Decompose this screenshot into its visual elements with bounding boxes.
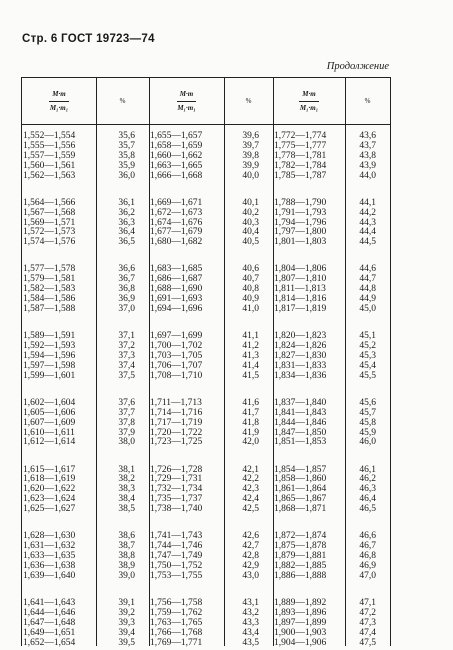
percent-cell: 40,1 [242, 197, 259, 208]
percent-cell: 38,4 [118, 494, 135, 505]
ratio-fraction [177, 91, 196, 112]
percent-cell: 39,1 [118, 597, 135, 608]
percent-cell: 46,9 [359, 560, 376, 571]
percent-cell: 46,3 [359, 484, 376, 495]
range-cell: 1,775—1,777 [274, 140, 327, 151]
ratio-header [149, 78, 224, 124]
range-cell: 1,889—1,892 [274, 597, 327, 608]
range-cell: 1,663—1,665 [150, 160, 203, 171]
percent-cell: 36,1 [118, 197, 135, 208]
percent-cell: 38,6 [118, 531, 135, 542]
percent-cell: 41,0 [242, 304, 259, 314]
range-cell: 1,759—1,762 [150, 607, 203, 618]
range-cell: 1,579—1,581 [23, 274, 76, 285]
range-cell: 1,686—1,687 [150, 274, 203, 285]
percent-cell: 44,2 [359, 207, 376, 218]
percent-cell: 43,4 [242, 627, 259, 638]
percent-cell: 36,5 [118, 237, 135, 248]
range-cell: 1,672—1,673 [150, 207, 203, 218]
percent-cell: 38,9 [118, 560, 135, 571]
range-cell: 1,618—1,619 [23, 474, 76, 485]
percent-cell: 36,2 [118, 207, 135, 218]
column-rule [345, 78, 346, 646]
range-cell: 1,644—1,646 [23, 607, 76, 618]
percent-cell: 38,8 [118, 551, 135, 561]
percent-cell: 44,3 [359, 217, 376, 228]
range-cell: 1,837—1,840 [274, 397, 327, 408]
range-cell: 1,691—1,693 [150, 294, 203, 305]
range-cell: 1,631—1,632 [23, 541, 76, 552]
percent-cell: 41,8 [242, 417, 259, 428]
range-cell: 1,677—1,679 [150, 227, 203, 238]
range-cell: 1,900—1,903 [274, 627, 327, 638]
percent-cell: 40,8 [242, 284, 259, 295]
percent-cell: 39,0 [118, 570, 135, 581]
percent-cell: 42,9 [242, 560, 259, 571]
range-cell: 1,625—1,627 [23, 504, 76, 515]
percent-cell: 42,7 [242, 541, 259, 552]
range-cell: 1,688—1,690 [150, 284, 203, 295]
percent-cell: 38,5 [118, 504, 135, 515]
percent-cell: 47,2 [359, 607, 376, 618]
range-cell: 1,594—1,596 [23, 350, 76, 361]
range-cell: 1,647—1,648 [23, 617, 76, 628]
percent-cell: 41,9 [242, 427, 259, 438]
range-cell: 1,750—1,752 [150, 560, 203, 571]
percent-cell: 35,6 [118, 131, 135, 141]
range-cell: 1,785—1,787 [274, 170, 327, 181]
percent-header: % [364, 97, 371, 105]
range-cell: 1,879—1,881 [274, 551, 327, 561]
percent-cell: 37,9 [118, 427, 135, 438]
range-cell: 1,847—1,850 [274, 427, 327, 438]
percent-cell: 42,1 [242, 464, 259, 475]
range-cell: 1,720—1,722 [150, 427, 203, 438]
percent-cell: 42,2 [242, 474, 259, 485]
range-cell: 1,615—1,617 [23, 464, 76, 475]
percent-cell: 38,0 [118, 437, 135, 448]
percent-cell: 36,4 [118, 227, 135, 238]
percent-cell: 36,3 [118, 217, 135, 228]
percent-cell: 37,4 [118, 360, 135, 371]
percent-cell: 44,9 [359, 294, 376, 305]
range-cell: 1,854—1,857 [274, 464, 327, 475]
range-cell: 1,714—1,716 [150, 407, 203, 418]
range-cell: 1,680—1,682 [150, 237, 203, 248]
range-cell: 1,851—1,853 [274, 437, 327, 448]
percent-cell: 45,9 [359, 427, 376, 438]
range-cell: 1,612—1,614 [23, 437, 76, 448]
range-cell: 1,674—1,676 [150, 217, 203, 228]
range-cell: 1,610—1,611 [23, 427, 75, 438]
percent-cell: 43,7 [359, 140, 376, 151]
range-cell: 1,582—1,583 [23, 284, 76, 295]
range-cell: 1,753—1,755 [150, 570, 203, 581]
range-cell: 1,587—1,588 [23, 304, 76, 314]
range-cell: 1,814—1,816 [274, 294, 327, 305]
percent-cell: 42,8 [242, 551, 259, 561]
percent-cell: 35,8 [118, 150, 135, 161]
range-cell: 1,824—1,826 [274, 341, 327, 351]
percent-cell: 45,5 [359, 370, 376, 381]
percent-cell: 37,3 [118, 350, 135, 361]
range-cell: 1,811—1,813 [274, 284, 326, 295]
percent-cell: 41,3 [242, 350, 259, 361]
percent-cell: 44,7 [359, 274, 376, 285]
header-rule [22, 124, 390, 125]
range-cell: 1,562—1,563 [23, 170, 76, 181]
percent-cell: 40,4 [242, 227, 259, 238]
percent-cell: 40,6 [242, 264, 259, 275]
range-cell: 1,655—1,657 [150, 131, 203, 141]
range-cell: 1,763—1,765 [150, 617, 203, 628]
ratio-denominator: M₁·m₁ [177, 103, 196, 112]
data-table [21, 77, 391, 646]
range-cell: 1,660—1,662 [150, 150, 203, 161]
percent-cell: 46,1 [359, 464, 376, 475]
percent-cell: 39,2 [118, 607, 135, 618]
percent-cell: 41,1 [242, 331, 259, 342]
percent-cell: 37,0 [118, 304, 135, 314]
percent-cell: 36,0 [118, 170, 135, 181]
range-cell: 1,827—1,830 [274, 350, 327, 361]
range-cell: 1,605—1,606 [23, 407, 76, 418]
range-cell: 1,666—1,668 [150, 170, 203, 181]
range-cell: 1,703—1,705 [150, 350, 203, 361]
ratio-numerator: M·m [49, 91, 68, 102]
ratio-header [22, 78, 96, 124]
percent-cell: 41,2 [242, 341, 259, 351]
percent-cell: 38,3 [118, 484, 135, 495]
range-cell: 1,602—1,604 [23, 397, 76, 408]
range-cell: 1,782—1,784 [274, 160, 327, 171]
range-cell: 1,569—1,571 [23, 217, 76, 228]
percent-cell: 35,9 [118, 160, 135, 171]
range-cell: 1,756—1,758 [150, 597, 203, 608]
percent-cell: 43,8 [359, 150, 376, 161]
percent-cell: 46,5 [359, 504, 376, 515]
continuation-label: Продолжение [326, 61, 389, 72]
range-cell: 1,584—1,586 [23, 294, 76, 305]
range-cell: 1,741—1,743 [150, 531, 203, 542]
percent-cell: 46,8 [359, 551, 376, 561]
range-cell: 1,697—1,699 [150, 331, 203, 342]
range-cell: 1,841—1,843 [274, 407, 327, 418]
percent-cell: 44,8 [359, 284, 376, 295]
range-cell: 1,766—1,768 [150, 627, 203, 638]
percent-cell: 39,6 [242, 131, 259, 141]
percent-cell: 42,4 [242, 494, 259, 505]
range-cell: 1,831—1,833 [274, 360, 327, 371]
percent-cell: 43,1 [242, 597, 259, 608]
range-cell: 1,744—1,746 [150, 541, 203, 552]
percent-cell: 42,0 [242, 437, 259, 448]
percent-cell: 44,4 [359, 227, 376, 238]
percent-cell: 36,9 [118, 294, 135, 305]
range-cell: 1,574—1,576 [23, 237, 76, 248]
percent-cell: 47,0 [359, 570, 376, 581]
range-cell: 1,683—1,685 [150, 264, 203, 275]
range-cell: 1,729—1,731 [150, 474, 203, 485]
percent-cell: 37,2 [118, 341, 135, 351]
range-cell: 1,886—1,888 [274, 570, 327, 581]
percent-cell: 39,3 [118, 617, 135, 628]
percent-header: % [245, 97, 252, 105]
range-cell: 1,882—1,885 [274, 560, 327, 571]
range-cell: 1,599—1,601 [23, 370, 76, 381]
percent-cell: 42,6 [242, 531, 259, 542]
range-cell: 1,872—1,874 [274, 531, 327, 542]
percent-cell: 43,5 [242, 637, 259, 648]
percent-cell: 41,7 [242, 407, 259, 418]
range-cell: 1,694—1,696 [150, 304, 203, 314]
range-cell: 1,669—1,671 [150, 197, 203, 208]
range-cell: 1,875—1,878 [274, 541, 327, 552]
range-cell: 1,807—1,810 [274, 274, 327, 285]
range-cell: 1,572—1,573 [23, 227, 76, 238]
range-cell: 1,700—1,702 [150, 341, 203, 351]
range-cell: 1,865—1,867 [274, 494, 327, 505]
range-cell: 1,652—1,654 [23, 637, 76, 648]
range-cell: 1,641—1,643 [23, 597, 76, 608]
percent-cell: 45,6 [359, 397, 376, 408]
range-cell: 1,708—1,710 [150, 370, 203, 381]
range-cell: 1,555—1,556 [23, 140, 76, 151]
percent-cell: 41,5 [242, 370, 259, 381]
percent-cell: 38,1 [118, 464, 135, 475]
percent-cell: 40,7 [242, 274, 259, 285]
percent-cell: 37,5 [118, 370, 135, 381]
percent-cell: 40,5 [242, 237, 259, 248]
percent-cell: 43,2 [242, 607, 259, 618]
percent-cell: 40,3 [242, 217, 259, 228]
percent-cell: 42,3 [242, 484, 259, 495]
range-cell: 1,797—1,800 [274, 227, 327, 238]
ratio-fraction [299, 91, 318, 112]
range-cell: 1,607—1,609 [23, 417, 76, 428]
percent-cell: 39,5 [118, 637, 135, 648]
range-cell: 1,723—1,725 [150, 437, 203, 448]
range-cell: 1,738—1,740 [150, 504, 203, 515]
percent-cell: 46,7 [359, 541, 376, 552]
range-cell: 1,788—1,790 [274, 197, 327, 208]
percent-cell: 37,1 [118, 331, 135, 342]
percent-cell: 46,4 [359, 494, 376, 505]
range-cell: 1,769—1,771 [150, 637, 203, 648]
range-cell: 1,717—1,719 [150, 417, 203, 428]
ratio-denominator: M₁·m₁ [49, 103, 69, 112]
percent-cell: 43,9 [359, 160, 376, 171]
range-cell: 1,858—1,860 [274, 474, 327, 485]
percent-cell: 38,2 [118, 474, 135, 485]
ratio-header [273, 78, 345, 124]
column-rule [224, 78, 225, 646]
percent-cell: 36,7 [118, 274, 135, 285]
range-cell: 1,778—1,781 [274, 150, 327, 161]
ratio-fraction [49, 91, 68, 112]
percent-cell: 39,9 [242, 160, 259, 171]
range-cell: 1,820—1,823 [274, 331, 327, 342]
page-header: Стр. 6 ГОСТ 19723—74 [22, 33, 155, 45]
percent-cell: 36,8 [118, 284, 135, 295]
range-cell: 1,732—1,734 [150, 484, 203, 495]
percent-cell: 44,5 [359, 237, 376, 248]
percent-cell: 44,0 [359, 170, 376, 181]
percent-cell: 45,3 [359, 350, 376, 361]
range-cell: 1,628—1,630 [23, 531, 76, 542]
percent-cell: 37,7 [118, 407, 135, 418]
percent-header: % [119, 97, 126, 105]
range-cell: 1,620—1,622 [23, 484, 76, 495]
range-cell: 1,649—1,651 [23, 627, 76, 638]
percent-cell: 43,0 [242, 570, 259, 581]
percent-cell: 39,7 [242, 140, 259, 151]
percent-cell: 41,6 [242, 397, 259, 408]
percent-cell: 38,7 [118, 541, 135, 552]
percent-cell: 35,7 [118, 140, 135, 151]
percent-cell: 45,4 [359, 360, 376, 371]
range-cell: 1,791—1,793 [274, 207, 327, 218]
percent-cell: 44,1 [359, 197, 376, 208]
range-cell: 1,592—1,593 [23, 341, 76, 351]
percent-cell: 43,6 [359, 131, 376, 141]
range-cell: 1,560—1,561 [23, 160, 76, 171]
percent-cell: 42,5 [242, 504, 259, 515]
percent-cell: 40,0 [242, 170, 259, 181]
range-cell: 1,817—1,819 [274, 304, 327, 314]
percent-cell: 46,2 [359, 474, 376, 485]
range-cell: 1,552—1,554 [23, 131, 76, 141]
percent-cell: 47,3 [359, 617, 376, 628]
range-cell: 1,639—1,640 [23, 570, 76, 581]
range-cell: 1,557—1,559 [23, 150, 76, 161]
percent-cell: 36,6 [118, 264, 135, 275]
range-cell: 1,658—1,659 [150, 140, 203, 151]
percent-cell: 37,6 [118, 397, 135, 408]
percent-cell: 45,0 [359, 304, 376, 314]
range-cell: 1,726—1,728 [150, 464, 203, 475]
range-cell: 1,633—1,635 [23, 551, 76, 561]
range-cell: 1,794—1,796 [274, 217, 327, 228]
percent-cell: 40,2 [242, 207, 259, 218]
percent-cell: 47,5 [359, 637, 376, 648]
percent-cell: 47,1 [359, 597, 376, 608]
ratio-denominator: M₁·m₁ [299, 103, 319, 112]
percent-cell: 47,4 [359, 627, 376, 638]
range-cell: 1,711—1,713 [150, 397, 202, 408]
range-cell: 1,623—1,624 [23, 494, 76, 505]
range-cell: 1,904—1,906 [274, 637, 327, 648]
range-cell: 1,868—1,871 [274, 504, 327, 515]
range-cell: 1,861—1,864 [274, 484, 327, 495]
percent-cell: 39,4 [118, 627, 135, 638]
percent-cell: 45,8 [359, 417, 376, 428]
range-cell: 1,577—1,578 [23, 264, 76, 275]
column-rule [96, 78, 97, 646]
range-cell: 1,834—1,836 [274, 370, 327, 381]
percent-cell: 45,7 [359, 407, 376, 418]
range-cell: 1,804—1,806 [274, 264, 327, 275]
percent-cell: 44,6 [359, 264, 376, 275]
percent-cell: 41,4 [242, 360, 259, 371]
ratio-numerator: M·m [177, 91, 196, 102]
range-cell: 1,772—1,774 [274, 131, 327, 141]
percent-cell: 39,8 [242, 150, 259, 161]
range-cell: 1,897—1,899 [274, 617, 327, 628]
range-cell: 1,735—1,737 [150, 494, 203, 505]
range-cell: 1,747—1,749 [150, 551, 203, 561]
range-cell: 1,636—1,638 [23, 560, 76, 571]
range-cell: 1,567—1,568 [23, 207, 76, 218]
percent-cell: 45,2 [359, 341, 376, 351]
range-cell: 1,564—1,566 [23, 197, 76, 208]
range-cell: 1,893—1,896 [274, 607, 327, 618]
range-cell: 1,589—1,591 [23, 331, 76, 342]
range-cell: 1,801—1,803 [274, 237, 327, 248]
percent-cell: 43,3 [242, 617, 259, 628]
percent-cell: 46,0 [359, 437, 376, 448]
ratio-numerator: M·m [299, 91, 318, 102]
percent-cell: 37,8 [118, 417, 135, 428]
percent-cell: 45,1 [359, 331, 376, 342]
percent-cell: 46,6 [359, 531, 376, 542]
percent-cell: 40,9 [242, 294, 259, 305]
range-cell: 1,597—1,598 [23, 360, 76, 371]
range-cell: 1,844—1,846 [274, 417, 327, 428]
range-cell: 1,706—1,707 [150, 360, 203, 371]
